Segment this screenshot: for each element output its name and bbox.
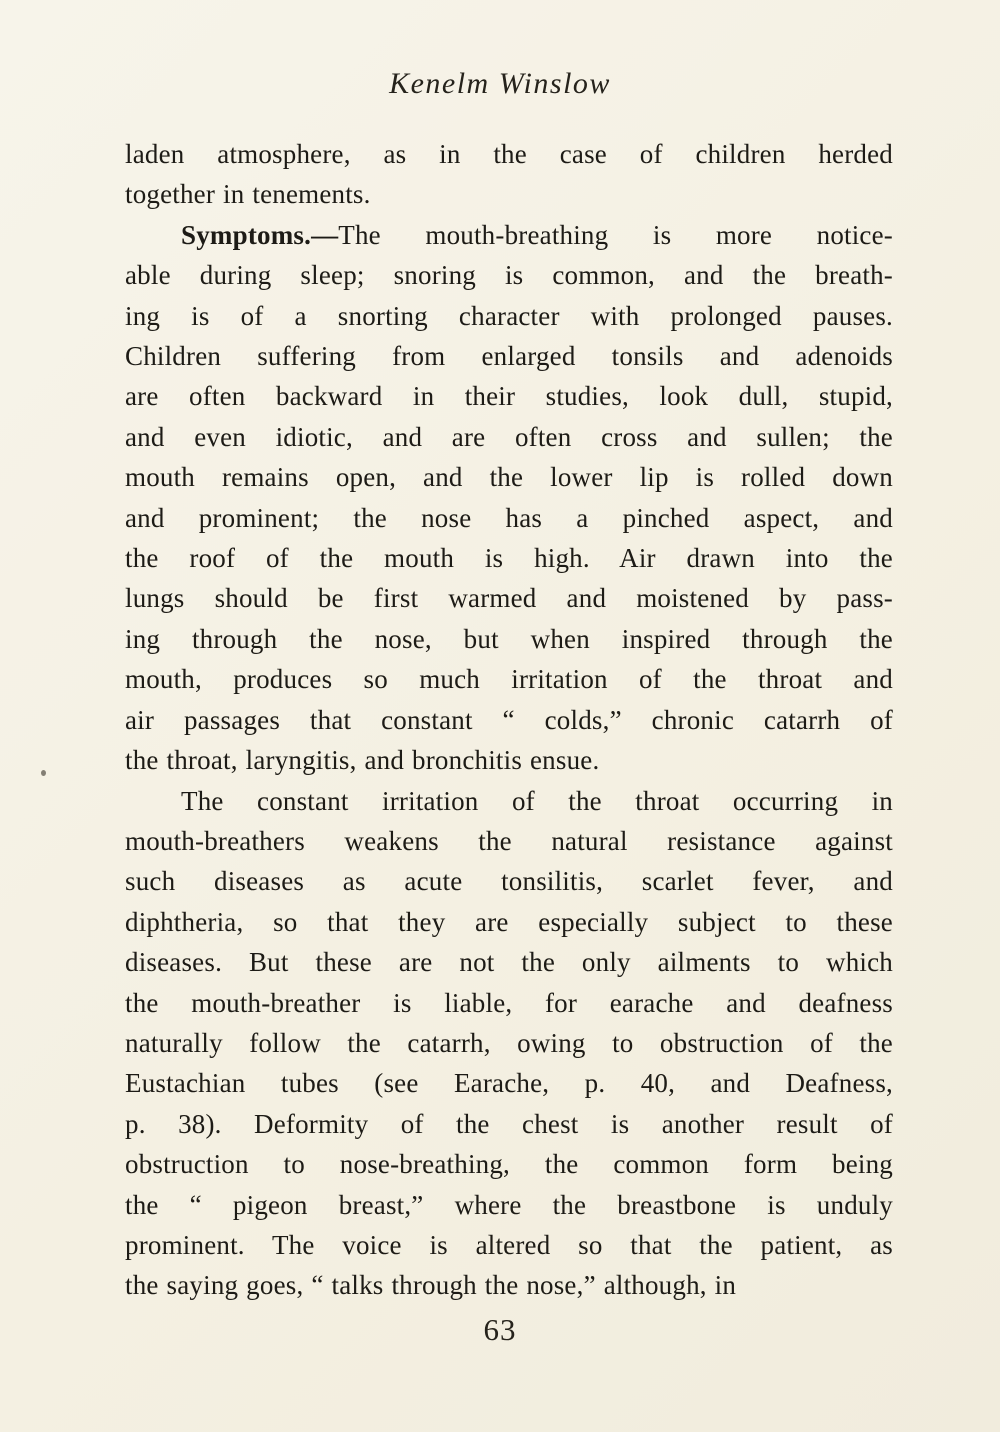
paragraph [125, 134, 893, 215]
text-line: Symptoms.—The mouth-breathing is more notice- [181, 219, 893, 250]
text-line: the throat, laryngitis, and bronchitis ensue. [125, 745, 600, 776]
text-line: the roof of the mouth is high. Air drawn into the [125, 543, 893, 574]
text-line: and even idiotic, and are often cross and sullen; the [125, 421, 893, 452]
text-line: diphtheria, so that they are especially subject to these [125, 906, 893, 937]
paragraph [125, 781, 893, 1306]
text-line: and prominent; the nose has a pinched aspect, and [125, 502, 893, 533]
page-number: 63 [483, 1311, 517, 1347]
text-line: mouth remains open, and the lower lip is rolled down [125, 462, 893, 493]
running-header: Kenelm Winslow [389, 67, 611, 100]
text-line: mouth-breathers weakens the natural resistance against [125, 825, 893, 856]
text-line: lungs should be first warmed and moistened by pass- [125, 583, 893, 614]
text-line: Children suffering from enlarged tonsils and adenoids [125, 341, 893, 372]
paragraph [125, 215, 893, 781]
text-line: together in tenements. [125, 179, 371, 210]
text-line: such diseases as acute tonsilitis, scarlet fever, and [125, 866, 893, 897]
text-line: able during sleep; snoring is common, and the breath- [125, 260, 893, 291]
text-line: diseases. But these are not the only ailments to which [125, 947, 893, 978]
text-line: the “ pigeon breast,” where the breastbone is unduly [125, 1189, 893, 1220]
paragraph-lead-bold: Symptoms.— [181, 219, 339, 250]
text-line: the mouth-breather is liable, for earache and deafness [125, 987, 893, 1018]
text-line: ing is of a snorting character with prolonged pauses. [125, 300, 893, 331]
text-line: Eustachian tubes (see Earache, p. 40, and Deafness, [125, 1068, 893, 1099]
text-line: prominent. The voice is altered so that the patient, as [125, 1229, 893, 1260]
text-line: The constant irritation of the throat occurring in [181, 785, 893, 816]
text-line: p. 38). Deformity of the chest is another result of [125, 1108, 893, 1139]
text-line: the saying goes, “ talks through the nose,” although, in [125, 1270, 737, 1301]
text-block [125, 134, 893, 1306]
text-line: laden atmosphere, as in the case of children herded [125, 139, 893, 169]
text-line: mouth, produces so much irritation of the throat and [125, 664, 893, 695]
scan-speck [41, 770, 46, 776]
text-line: obstruction to nose-breathing, the common form being [125, 1149, 893, 1180]
text-line: ing through the nose, but when inspired through the [125, 623, 893, 654]
text-line: air passages that constant “ colds,” chronic catarrh of [125, 704, 893, 735]
text-line: are often backward in their studies, look dull, stupid, [125, 381, 893, 412]
text-line: naturally follow the catarrh, owing to obstruction of the [125, 1027, 893, 1058]
